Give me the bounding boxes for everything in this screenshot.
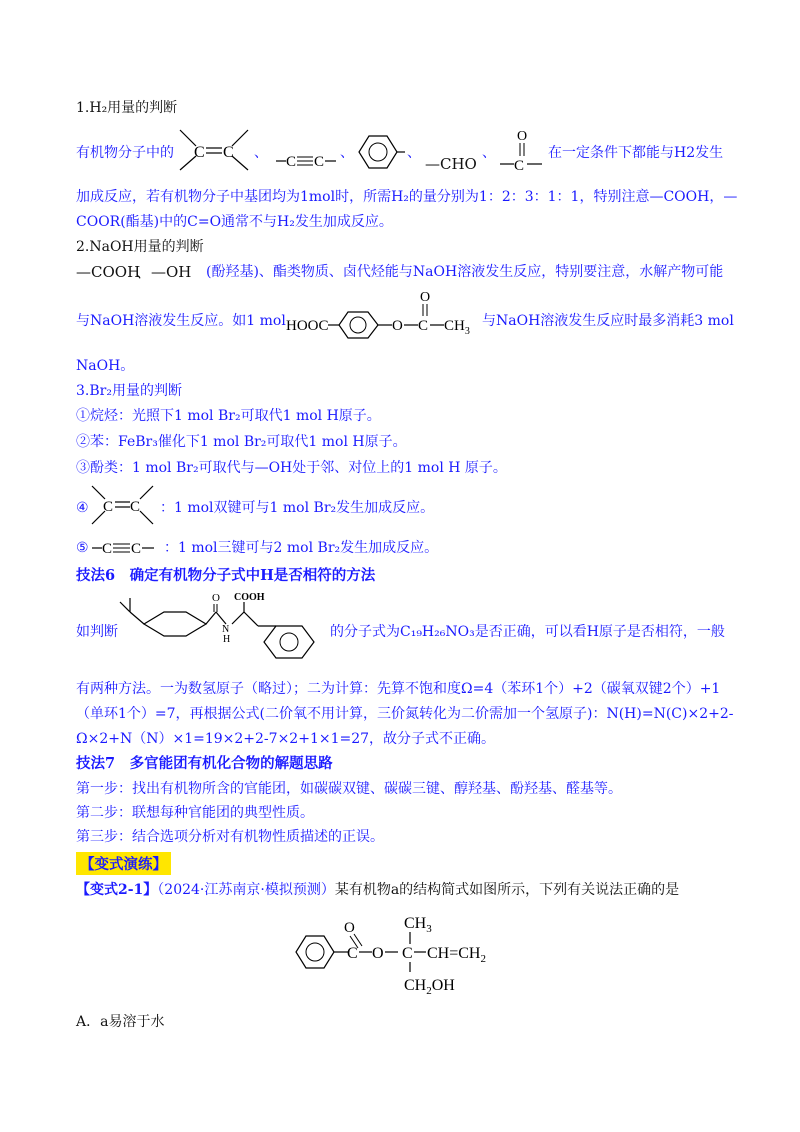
s3-line5: ：1 mol三键可与2 mol Br₂发生加成反应。 <box>164 540 439 556</box>
carboxyl-group: —COOH <box>76 263 141 281</box>
cooh-label: COOH <box>234 592 265 603</box>
sep: 、 <box>407 145 421 161</box>
c-atom: C <box>130 499 141 515</box>
o-atom: O <box>392 318 403 334</box>
c-atom: C <box>402 945 413 962</box>
ch2-sub: 2 <box>426 985 432 996</box>
s3-line4-num: ④ <box>76 500 89 516</box>
s2-line2-a: 与NaOH溶液发生反应。如1 mol <box>76 313 286 329</box>
s1-line1-a: 有机物分子中的 <box>76 145 174 161</box>
t6-line3: （单环1个）=7，再根据公式(二价氧不用计算，三价氮转化为二价需加一个氢原子)：N(H)=N(C)×2+2- <box>76 706 734 722</box>
c-atom: C <box>131 541 142 557</box>
molecule-structure <box>118 590 330 666</box>
s1-line3: COOR(酯基)中的C=O通常不与H₂发生加成反应。 <box>76 214 393 230</box>
oh-label: OH <box>431 977 455 994</box>
section-3-title: 3.Br₂用量的判断 <box>76 383 182 399</box>
s3-line5-num: ⑤ <box>76 540 89 556</box>
h-atom: H <box>223 634 231 645</box>
t6-line2: 有两种方法。一为数氢原子（略过）；二为计算：先算不饱和度Ω=4（苯环1个）+2（碳氧双键2个）+1 <box>76 681 721 697</box>
c-atom: C <box>347 945 358 962</box>
ch-label: CH <box>427 945 450 962</box>
sep: 、 <box>254 145 268 161</box>
c-atom: C <box>314 154 325 170</box>
s3-line2: ②苯：FeBr₃催化下1 mol Br₂可取代1 mol H原子。 <box>76 434 407 450</box>
benzene-structure <box>357 134 405 170</box>
question-label: 【变式2-1】 <box>76 882 158 898</box>
option-a: A．a易溶于水 <box>76 1014 165 1030</box>
c-atom: C <box>418 318 429 334</box>
alkyne-structure <box>276 150 338 170</box>
alkene-structure <box>178 126 250 178</box>
o-atom: O <box>517 129 528 144</box>
technique-7-title: 技法7 多官能团有机化合物的解题思路 <box>76 755 333 772</box>
o-atom: O <box>344 920 355 936</box>
s2-line3: NaOH。 <box>76 358 135 374</box>
ester-phenol-structure <box>286 288 482 344</box>
t6-line4: Ω×2+N（N）×1=19×2+2-7×2+1×1=27，故分子式不正确。 <box>76 731 496 747</box>
compound-a-structure <box>292 906 522 996</box>
c-atom: C <box>514 158 525 174</box>
svg-text:CH2OH <box>404 977 455 996</box>
n-atom: N <box>222 624 230 635</box>
svg-text:CH3 <box>444 318 470 337</box>
technique-6-title: 技法6 确定有机物分子式中H是否相符的方法 <box>76 567 376 584</box>
o-atom: O <box>212 592 220 604</box>
section-1-title: 1.H₂用量的判断 <box>76 100 178 116</box>
alkene-structure <box>90 484 156 528</box>
s3-line1: ①烷烃：光照下1 mol Br₂可取代1 mol H原子。 <box>76 408 381 424</box>
sep: 、 <box>482 145 496 161</box>
ch3-sub: 3 <box>426 923 432 935</box>
sep: 、 <box>340 145 354 161</box>
c-atom: C <box>102 541 113 557</box>
t6-line1-a: 如判断 <box>76 624 118 640</box>
o-atom: O <box>372 945 384 962</box>
t6-line1-b: 的分子式为C₁₉H₂₆NO₃是否正确，可以看H原子是否相符，一般 <box>330 624 725 640</box>
o-atom: O <box>420 290 431 305</box>
s2-line1: (酚羟基)、酯类物质、卤代烃能与NaOH溶液发生反应，特别要注意，水解产物可能 <box>206 264 724 280</box>
section-2-title: 2.NaOH用量的判断 <box>76 239 204 255</box>
aldehyde-group: —CHO <box>425 155 477 173</box>
hooc-label: HOOC <box>286 318 329 334</box>
question-line <box>76 880 679 900</box>
c-atom: C <box>286 154 297 170</box>
eq-ch2-label: =CH <box>449 945 481 962</box>
t7-line1: 第一步：找出有机物所含的官能团，如碳碳双键、碳碳三键、醇羟基、酚羟基、醛基等。 <box>76 781 622 797</box>
ch3-label: CH <box>404 915 427 932</box>
svg-text:CH3 <box>404 915 432 935</box>
hydroxyl-group: 、—OH <box>136 263 192 281</box>
alkyne-structure <box>92 538 162 558</box>
t7-line3: 第三步：结合选项分析对有机物性质描述的正误。 <box>76 829 384 845</box>
c-atom: C <box>103 499 114 515</box>
t7-line2: 第二步：联想每种官能团的典型性质。 <box>76 805 314 821</box>
ch2-sub: 2 <box>480 953 486 965</box>
s3-line4: ：1 mol双键可与1 mol Br₂发生加成反应。 <box>160 500 435 516</box>
carbonyl-structure <box>500 124 546 176</box>
s1-line1-b: 在一定条件下都能与H2发生 <box>548 145 724 161</box>
question-text: 某有机物a的结构简式如图所示，下列有关说法正确的是 <box>334 882 680 898</box>
practice-tag: 【变式演练】 <box>76 852 171 875</box>
svg-text:CH=CH2 <box>427 945 486 965</box>
s2-line2-b: 与NaOH溶液发生反应时最多消耗3 mol <box>482 313 734 329</box>
c-atom: C <box>223 144 234 161</box>
c-atom: C <box>194 144 205 161</box>
s3-line3: ③酚类：1 mol Br₂可取代与—OH处于邻、对位上的1 mol H 原子。 <box>76 460 507 476</box>
ch3-label: CH <box>444 318 465 334</box>
ch2oh-label: CH <box>404 977 427 994</box>
question-source: （2024·江苏南京·模拟预测） <box>157 882 335 898</box>
ch3-sub: 3 <box>464 326 470 337</box>
s1-line2: 加成反应，若有机物分子中基团均为1mol时，所需H₂的量分别为1：2：3：1：1，特别注意—COOH，— <box>76 189 738 205</box>
